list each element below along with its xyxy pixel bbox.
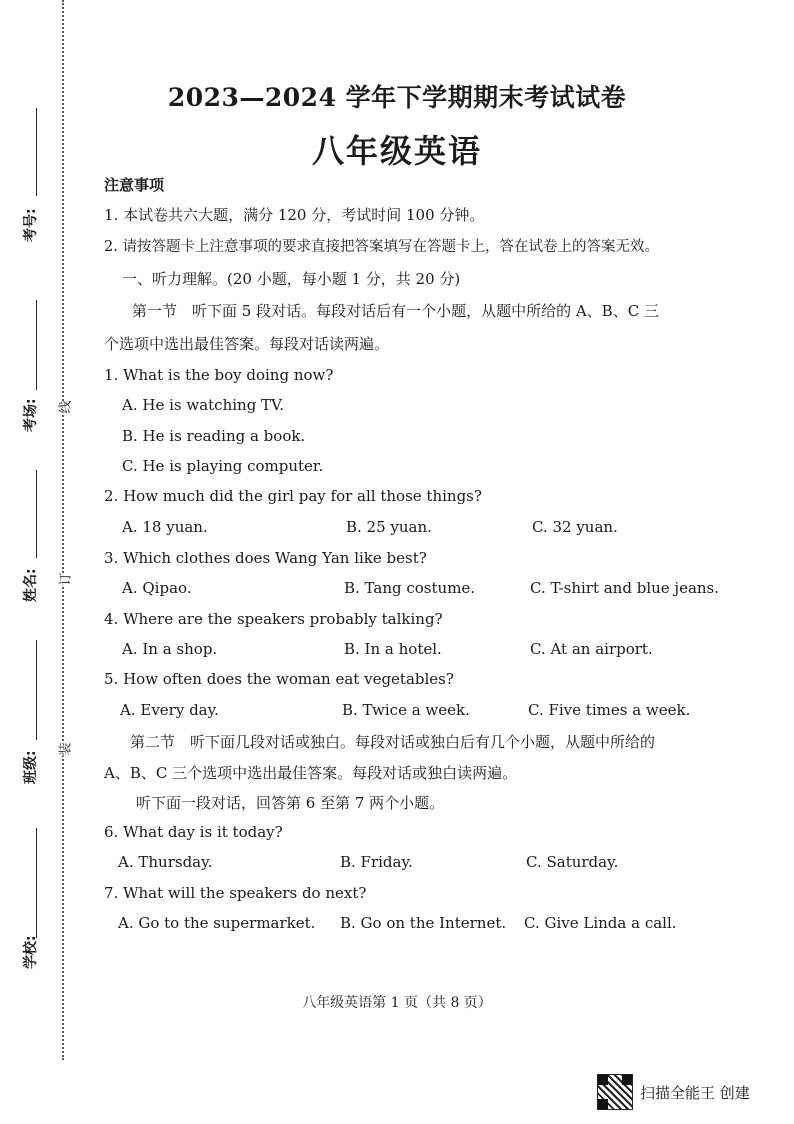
q1-option-b: B. He is reading a book. [122,427,306,445]
q2-option-c: C. 32 yuan. [532,518,618,536]
school-label: 学校: [23,935,39,969]
subject-title: 八年级英语 [311,132,482,170]
scanner-watermark: 扫描全能王 创建 [640,1084,750,1102]
q2-option-b: B. 25 yuan. [346,518,432,536]
exam-room-label: 考场: [23,398,39,432]
q3-option-b: B. Tang costume. [344,579,476,597]
q6-option-c: C. Saturday. [526,853,619,871]
margin-mark-line: 线 [55,402,74,414]
q3-option-a: A. Qipao. [122,579,192,597]
q6-option-b: B. Friday. [340,853,413,871]
class-label: 班级: [23,750,39,784]
q5-option-b: B. Twice a week. [342,701,470,719]
name-label: 姓名: [23,568,39,602]
part1-heading: 一、听力理解。(20 小题，每小题 1 分，共 20 分) [122,270,461,288]
question-4: 4. Where are the speakers probably talking? [104,610,443,628]
q4-option-b: B. In a hotel. [344,640,442,658]
page-number-footer: 八年级英语第 1 页（共 8 页） [302,995,492,1011]
q3-option-c: C. T-shirt and blue jeans. [530,579,720,597]
q7-option-a: A. Go to the supermarket. [118,914,316,932]
q5-option-c: C. Five times a week. [528,701,691,719]
section2-instruction-line2: A、B、C 三个选项中选出最佳答案。每段对话或独白读两遍。 [104,764,518,782]
class-blank [36,640,37,740]
question-3: 3. Which clothes does Wang Yan like best? [104,549,427,567]
q1-option-a: A. He is watching TV. [122,396,285,414]
q7-option-b: B. Go on the Internet. [340,914,507,932]
school-blank [36,828,37,938]
q1-option-c: C. He is playing computer. [122,457,324,475]
question-5: 5. How often does the woman eat vegetables? [104,670,454,688]
exam-room-blank [36,300,37,390]
exam-title: 2023—2024 学年下学期期末考试试卷 [167,83,627,112]
question-1: 1. What is the boy doing now? [104,366,334,384]
q7-option-c: C. Give Linda a call. [524,914,677,932]
notice-item-1: 1. 本试卷共六大题，满分 120 分，考试时间 100 分钟。 [104,206,485,224]
dialogue-intro: 听下面一段对话，回答第 6 至第 7 两个小题。 [136,794,445,812]
question-2: 2. How much did the girl pay for all those things? [104,487,482,505]
q5-option-a: A. Every day. [120,701,219,719]
q4-option-a: A. In a shop. [122,640,218,658]
section1-instruction-line1: 第一节 听下面 5 段对话。每段对话后有一个小题，从题中所给的 A、B、C 三 [132,302,659,320]
q2-option-a: A. 18 yuan. [122,518,208,536]
margin-mark-bind: 订 [55,574,74,586]
question-6: 6. What day is it today? [104,823,283,841]
q6-option-a: A. Thursday. [118,853,213,871]
exam-number-label: 考号: [23,208,39,242]
name-blank [36,470,37,558]
margin-mark-pack: 装 [55,744,74,756]
q4-option-c: C. At an airport. [530,640,653,658]
qr-code-icon [597,1074,633,1110]
notice-item-2: 2. 请按答题卡上注意事项的要求直接把答案填写在答题卡上，答在试卷上的答案无效。 [104,239,659,255]
section1-instruction-line2: 个选项中选出最佳答案。每段对话读两遍。 [104,335,390,353]
section2-instruction-line1: 第二节 听下面几段对话或独白。每段对话或独白后有几个小题，从题中所给的 [130,733,656,751]
question-7: 7. What will the speakers do next? [104,884,367,902]
notice-heading: 注意事项 [104,176,165,194]
